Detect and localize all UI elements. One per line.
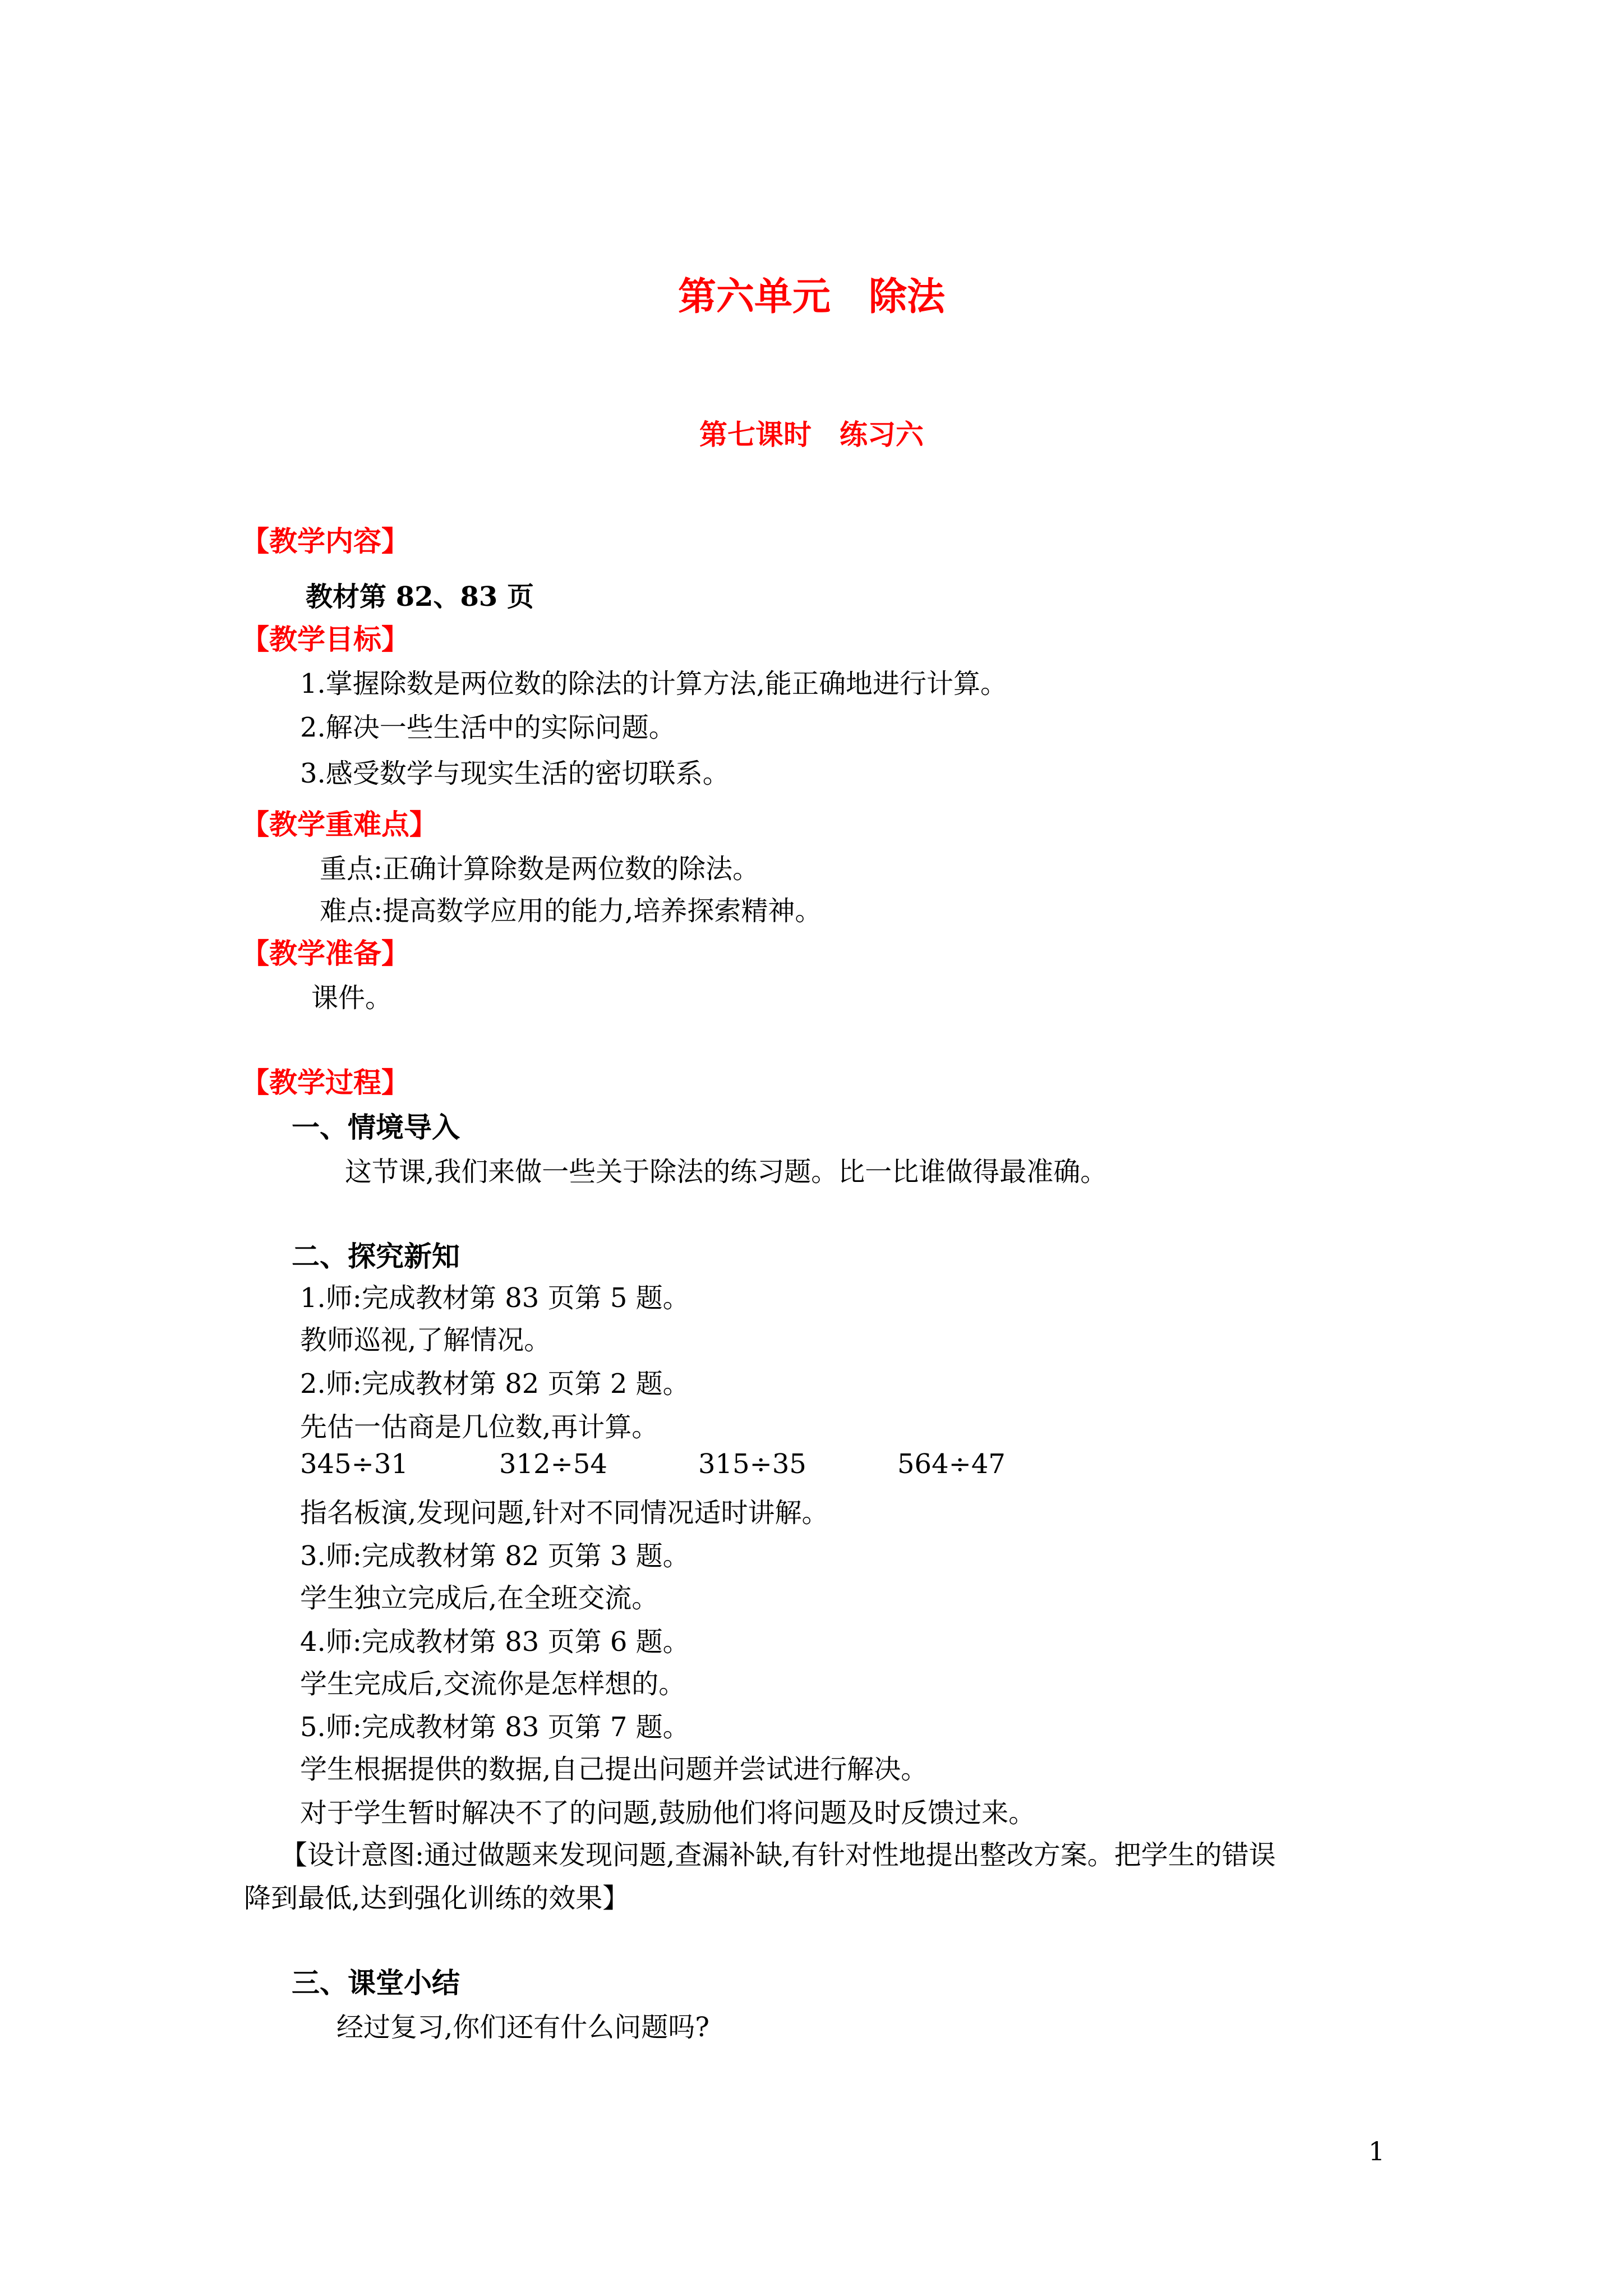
part1-heading: 一、情境导入 <box>292 1111 460 1144</box>
content-text: 教材第 82、83 页 <box>306 581 534 613</box>
goal-item: 2.解决一些生活中的实际问题。 <box>300 712 676 743</box>
calc-item: 564÷47 <box>897 1448 1006 1480</box>
process-line: 先估一估商是几位数,再计算。 <box>300 1411 659 1443</box>
preparation-text: 课件。 <box>311 982 393 1014</box>
design-intent-line: 【设计意图:通过做题来发现问题,查漏补缺,有针对性地提出整改方案。把学生的错误 <box>280 1839 1276 1871</box>
goal-item: 1.掌握除数是两位数的除法的计算方法,能正确地进行计算。 <box>300 668 1008 700</box>
process-line: 教师巡视,了解情况。 <box>300 1324 551 1356</box>
part3-heading: 三、课堂小结 <box>292 1966 460 1999</box>
process-line: 4.师:完成教材第 83 页第 6 题。 <box>300 1626 690 1658</box>
calculation-row <box>300 1448 1006 1480</box>
section-heading-goals: 【教学目标】 <box>241 623 409 656</box>
process-line: 学生独立完成后,在全班交流。 <box>300 1582 659 1614</box>
calc-item: 345÷31 <box>300 1448 408 1480</box>
process-line: 指名板演,发现问题,针对不同情况适时讲解。 <box>300 1497 829 1529</box>
calc-item: 315÷35 <box>698 1448 806 1480</box>
process-line: 学生根据提供的数据,自己提出问题并尝试进行解决。 <box>300 1754 928 1785</box>
section-heading-preparation: 【教学准备】 <box>241 937 409 970</box>
part3-text: 经过复习,你们还有什么问题吗? <box>336 2012 709 2043</box>
part2-heading: 二、探究新知 <box>292 1240 460 1273</box>
process-line: 对于学生暂时解决不了的问题,鼓励他们将问题及时反馈过来。 <box>300 1797 1036 1829</box>
key-point: 重点:正确计算除数是两位数的除法。 <box>320 853 760 885</box>
process-line: 5.师:完成教材第 83 页第 7 题。 <box>300 1711 690 1743</box>
goal-item: 3.感受数学与现实生活的密切联系。 <box>300 758 730 789</box>
process-line: 2.师:完成教材第 82 页第 2 题。 <box>300 1368 690 1400</box>
section-heading-process: 【教学过程】 <box>241 1066 409 1099</box>
process-line: 3.师:完成教材第 82 页第 3 题。 <box>300 1540 690 1572</box>
page-number: 1 <box>1368 2136 1385 2166</box>
difficult-point: 难点:提高数学应用的能力,培养探索精神。 <box>320 895 822 927</box>
page-title: 第六单元 除法 <box>677 274 945 319</box>
design-intent-line: 降到最低,达到强化训练的效果】 <box>244 1883 630 1914</box>
part1-text: 这节课,我们来做一些关于除法的练习题。比一比谁做得最准确。 <box>345 1156 1108 1188</box>
calc-item: 312÷54 <box>499 1448 607 1480</box>
process-line: 1.师:完成教材第 83 页第 5 题。 <box>300 1282 690 1314</box>
lesson-subtitle: 第七课时 练习六 <box>699 418 924 451</box>
process-line: 学生完成后,交流你是怎样想的。 <box>300 1668 686 1700</box>
section-heading-key-points: 【教学重难点】 <box>241 808 437 841</box>
section-heading-content: 【教学内容】 <box>241 524 409 558</box>
